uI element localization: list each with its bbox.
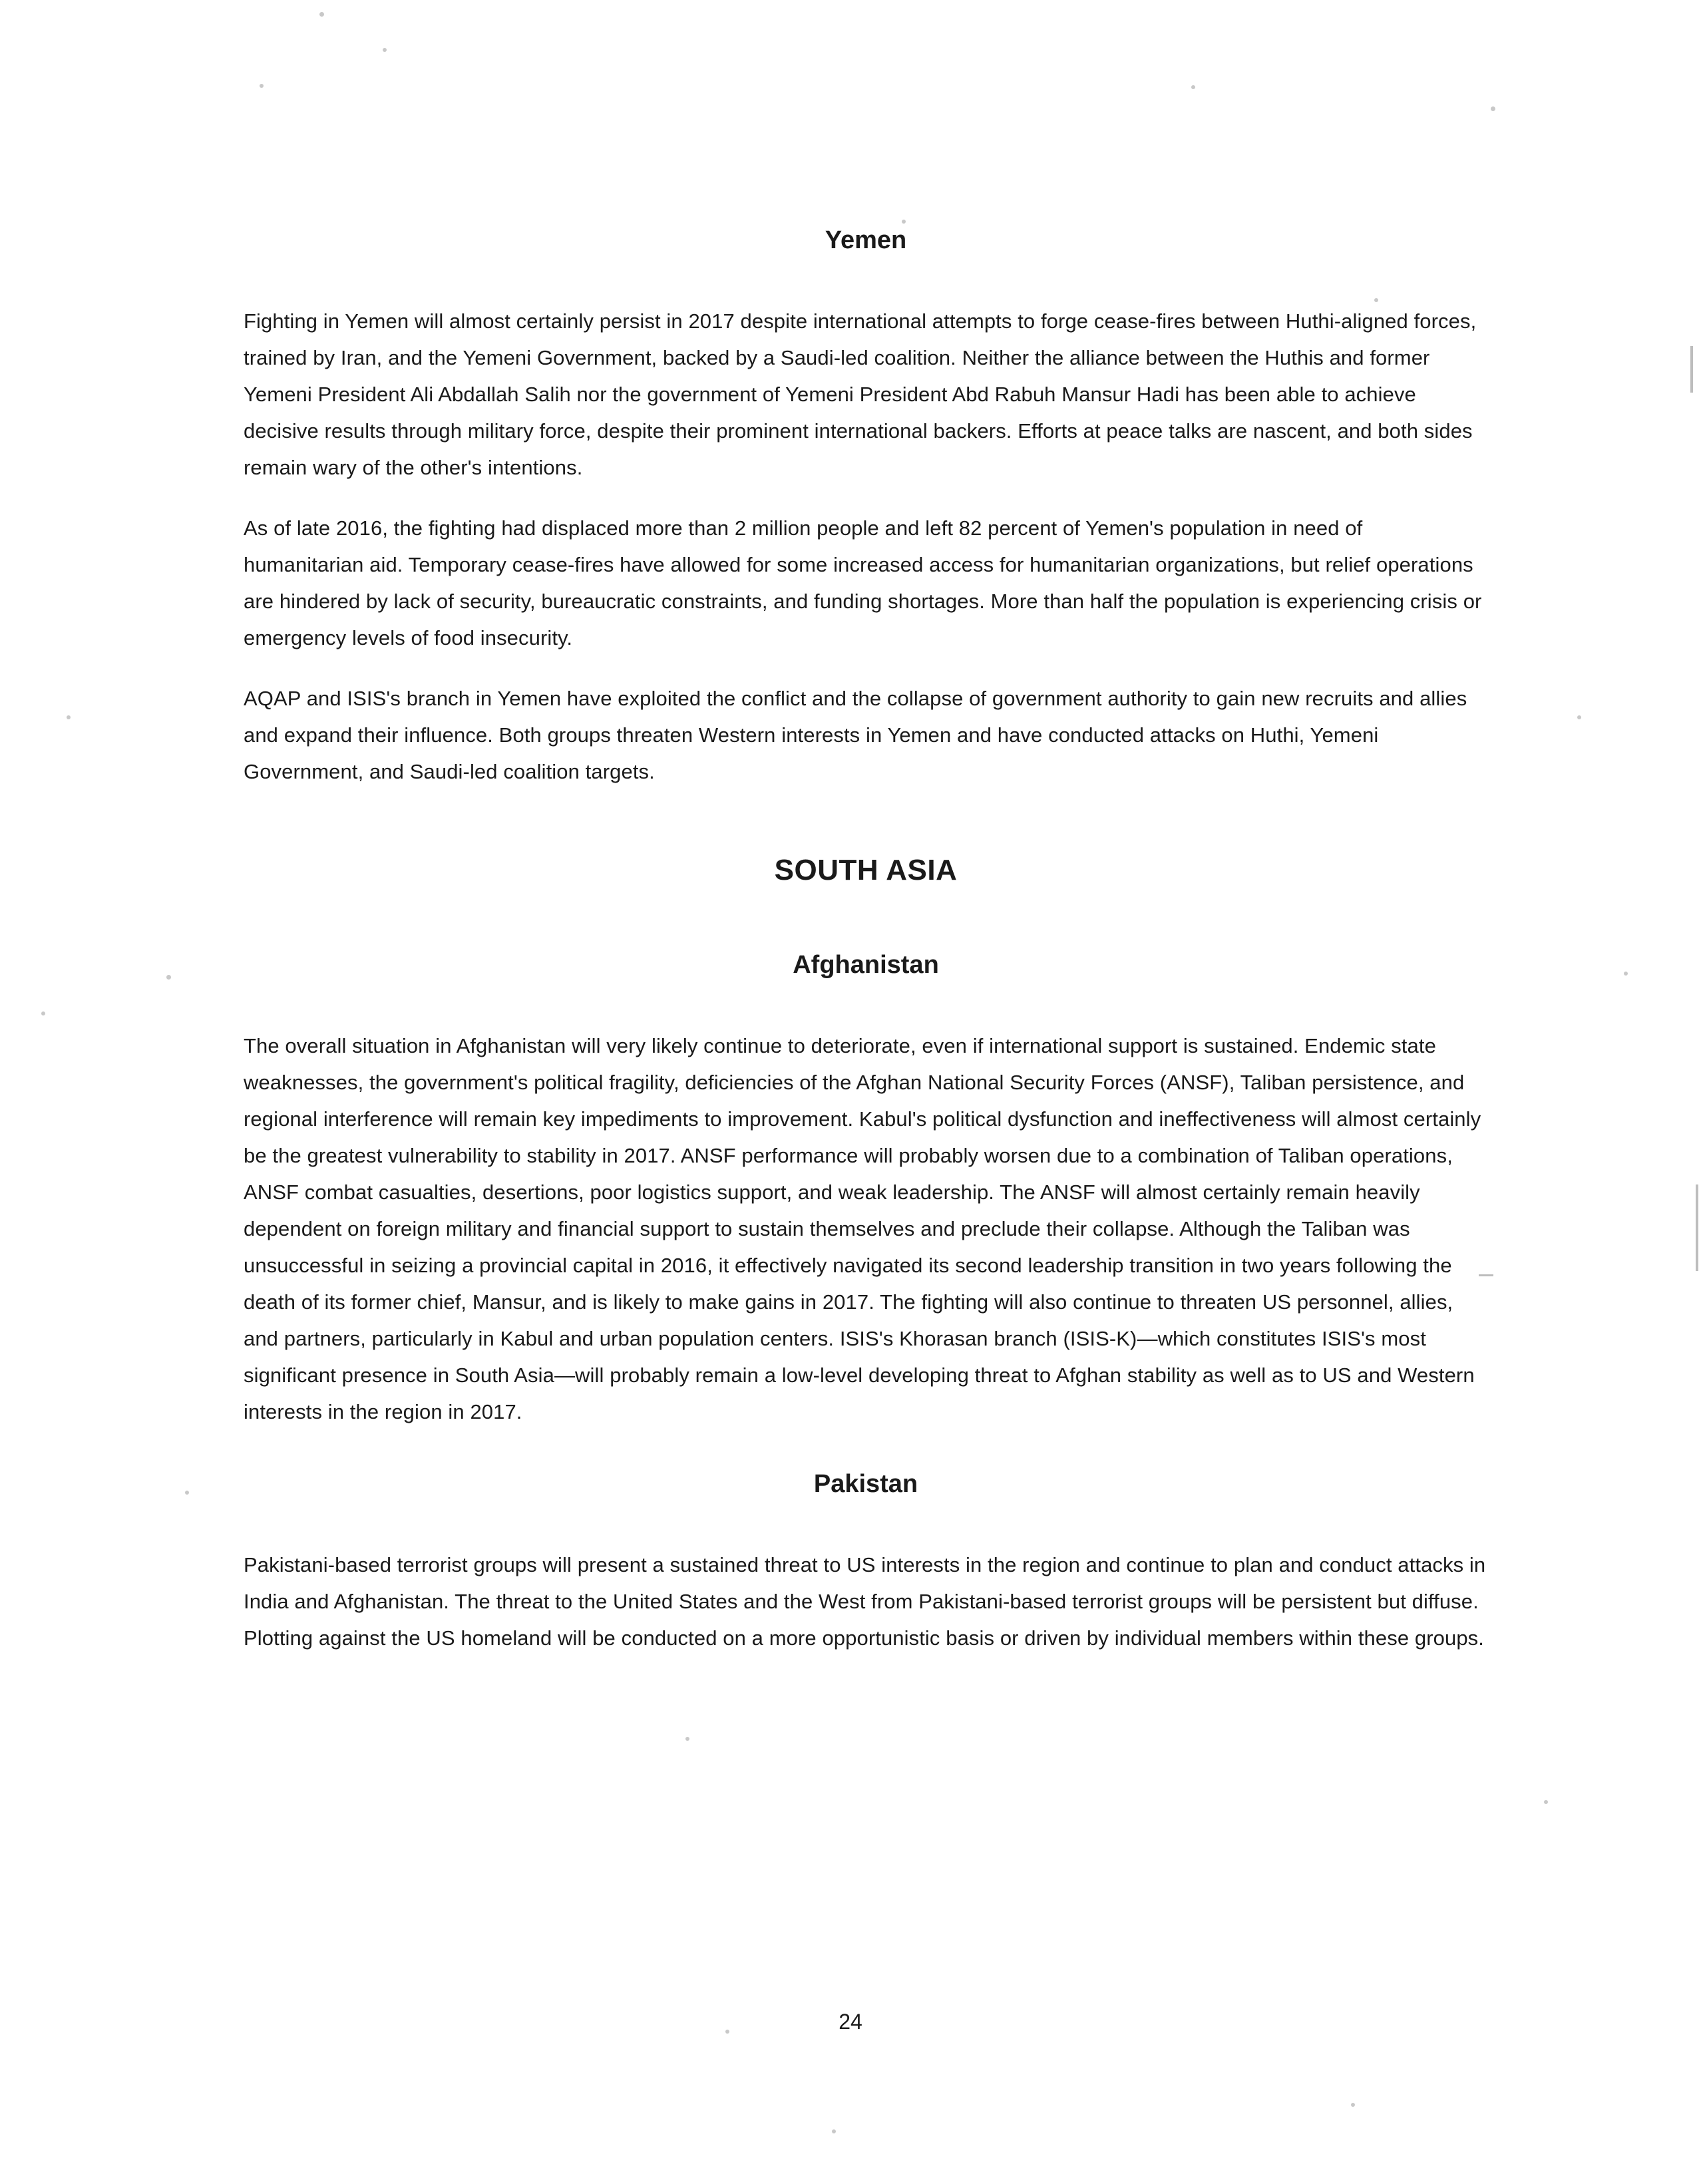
scan-speck bbox=[383, 48, 387, 52]
spacer bbox=[244, 1430, 1488, 1470]
page-number: 24 bbox=[839, 2010, 862, 2034]
scan-speck bbox=[832, 2129, 836, 2133]
spacer bbox=[244, 980, 1488, 1027]
scan-speck bbox=[185, 1491, 189, 1495]
scan-speck bbox=[319, 12, 324, 17]
section-heading-pakistan: Pakistan bbox=[813, 1470, 918, 1498]
scan-speck bbox=[41, 1011, 45, 1015]
document-body bbox=[244, 226, 1488, 1656]
section-heading-afghanistan: Afghanistan bbox=[793, 951, 939, 979]
scan-speck bbox=[1491, 106, 1495, 111]
section-heading-yemen: Yemen bbox=[825, 226, 907, 254]
paragraph: Pakistani-based terrorist groups will present a sustained threat to US interests in the region and continue to plan and conduct attacks in India and Afghanistan. The threat to the United States and the West from Pakistani-based terrorist groups will be persistent but diffuse. Plotting against the US homeland will be conducted on a more opportunistic basis or driven by individual members within these groups. bbox=[244, 1553, 1486, 1650]
spacer bbox=[244, 1499, 1488, 1547]
scan-speck bbox=[1351, 2103, 1355, 2107]
scan-speck bbox=[1191, 85, 1195, 89]
scan-speck bbox=[902, 220, 906, 224]
scan-speck bbox=[685, 1737, 689, 1741]
scan-speck bbox=[67, 715, 71, 719]
scan-speck bbox=[1624, 972, 1628, 976]
scan-edge-mark bbox=[1696, 1184, 1698, 1271]
scan-speck bbox=[166, 975, 171, 980]
paragraph: The overall situation in Afghanistan will very likely continue to deteriorate, even if international support is sustained. Endemic state weaknesses, the government's political fragility, deficiencies of the Afghan National Security Forces (ANSF), Taliban persistence, and regional interference will remain key impediments to improvement. Kabul's political dysfunction and ineffectiveness will almost certainly be the greatest vulnerability to stability in 2017. ANSF performance will probably worsen due to a combination of Taliban operations, ANSF combat casualties, desertions, poor logistics support, and weak leadership. The ANSF will almost certainly remain heavily dependent on foreign military and financial support to sustain themselves and preclude their collapse. Although the Taliban was unsuccessful in seizing a provincial capital in 2016, it effectively navigated its second leadership transition in two years following the death of its former chief, Mansur, and is likely to make gains in 2017. The fighting will also continue to threaten US personnel, allies, and partners, particularly in Kabul and urban population centers. ISIS's Khorasan branch (ISIS-K)—which constitutes ISIS's most significant presence in South Asia—will probably remain a low-level developing threat to Afghan stability as well as to US and Western interests in the region in 2017. bbox=[244, 1034, 1481, 1423]
paragraph: Fighting in Yemen will almost certainly persist in 2017 despite international attempts to forge cease-fires between Huthi-aligned forces, trained by Iran, and the Yemeni Government, backed by a Saudi-led coalition. Neither the alliance between the Huthis and former Yemeni President Ali Abdallah Salih nor the government of Yemeni President Abd Rabuh Mansur Hadi has been able to achieve decisive results through military force, despite their prominent international backers. Efforts at peace talks are nascent, and both sides remain wary of the other's intentions. bbox=[244, 309, 1477, 479]
spacer bbox=[244, 790, 1488, 854]
paragraph: AQAP and ISIS's branch in Yemen have exploited the conflict and the collapse of government authority to gain new recruits and allies and expand their influence. Both groups threaten Western interests in Yemen and have conducted attacks on Huthi, Yemeni Government, and Saudi-led coalition targets. bbox=[244, 687, 1467, 783]
section-heading-south-asia: SOUTH ASIA bbox=[774, 854, 958, 886]
scan-speck bbox=[1577, 715, 1581, 719]
spacer bbox=[244, 887, 1488, 951]
scan-edge-mark bbox=[1690, 346, 1693, 393]
scan-speck bbox=[260, 84, 264, 88]
paragraph: As of late 2016, the fighting had displaced more than 2 million people and left 82 percent of Yemen's population in need of humanitarian aid. Temporary cease-fires have allowed for some increased access for humanitarian organizations, but relief operations are hindered by lack of security, bureaucratic constraints, and funding shortages. More than half the population is experiencing crisis or emergency levels of food insecurity. bbox=[244, 516, 1482, 649]
spacer bbox=[244, 255, 1488, 303]
scan-speck bbox=[1544, 1800, 1548, 1804]
